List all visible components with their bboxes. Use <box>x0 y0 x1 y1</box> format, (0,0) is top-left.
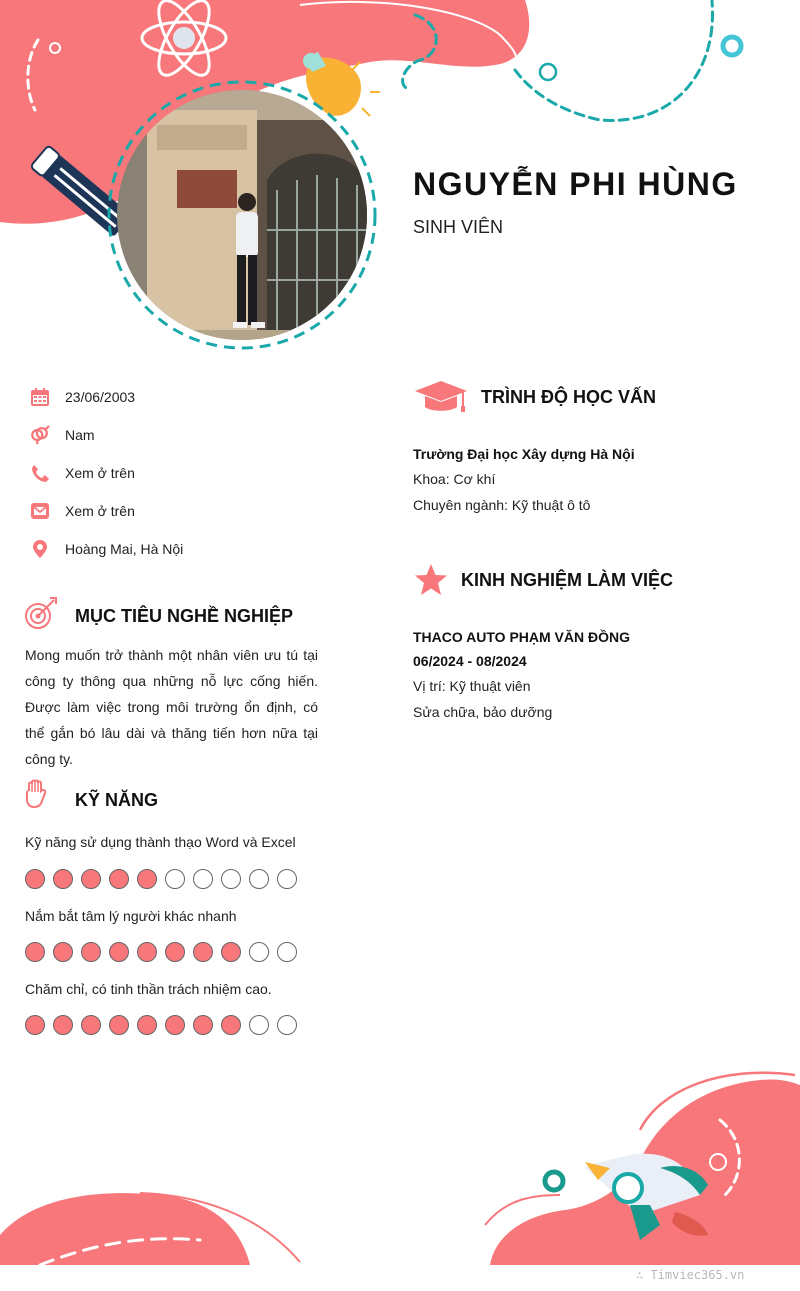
rating-dot-filled <box>193 1015 213 1035</box>
experience-company: THACO AUTO PHẠM VĂN ĐỒNG <box>413 629 630 645</box>
skill-rating <box>25 869 297 889</box>
rating-dot-empty <box>193 869 213 889</box>
experience-role: Vị trí: Kỹ thuật viên <box>413 678 531 694</box>
skill-rating <box>25 1015 297 1035</box>
rating-dot-empty <box>165 869 185 889</box>
rating-dot-empty <box>277 1015 297 1035</box>
experience-header <box>413 562 673 598</box>
rating-dot-empty <box>277 942 297 962</box>
rating-dot-filled <box>193 942 213 962</box>
skills-header <box>24 779 158 811</box>
rating-dot-filled <box>137 869 157 889</box>
email-text: Xem ở trên <box>65 503 135 519</box>
skill-name: Chăm chỉ, có tinh thần trách nhiệm cao. <box>25 981 272 997</box>
candidate-name: NGUYỄN PHI HÙNG <box>413 166 738 202</box>
rating-dot-filled <box>137 942 157 962</box>
contact-phone <box>30 461 135 485</box>
contact-address <box>30 537 184 561</box>
rating-dot-filled <box>81 942 101 962</box>
watermark: ∴ Timviec365.vn <box>636 1268 745 1282</box>
education-title: TRÌNH ĐỘ HỌC VẤN <box>481 386 656 407</box>
experience-title: KINH NGHIỆM LÀM VIỆC <box>461 569 674 590</box>
address-text: Hoàng Mai, Hà Nội <box>65 541 184 557</box>
email-icon <box>30 501 50 521</box>
rating-dot-empty <box>249 1015 269 1035</box>
hand-icon <box>24 779 48 811</box>
contact-email <box>30 499 135 523</box>
rating-dot-filled <box>109 1015 129 1035</box>
rating-dot-filled <box>25 942 45 962</box>
rating-dot-empty <box>249 869 269 889</box>
bottom-left-blob <box>0 1193 250 1265</box>
rating-dot-filled <box>221 1015 241 1035</box>
gender-icon <box>30 425 50 445</box>
education-school: Trường Đại học Xây dựng Hà Nội <box>413 446 635 462</box>
skill-name: Nắm bắt tâm lý người khác nhanh <box>25 908 237 924</box>
education-faculty: Khoa: Cơ khí <box>413 471 496 487</box>
phone-text: Xem ở trên <box>65 465 135 481</box>
education-major: Chuyên ngành: Kỹ thuật ô tô <box>413 497 591 513</box>
rating-dot-filled <box>81 869 101 889</box>
rating-dot-empty <box>249 942 269 962</box>
skill-rating <box>25 942 297 962</box>
contact-birthday <box>30 385 136 409</box>
rating-dot-filled <box>109 869 129 889</box>
rating-dot-filled <box>53 1015 73 1035</box>
objective-text <box>25 642 318 772</box>
objective-paragraph: Mong muốn trở thành một nhân viên ưu tú tại công ty thông qua những nỗ lực cống hiến. Được làm việc trong môi trường ổn định, có thể gắn bó lâu dài và thăng tiến hơn nữa tại công ty. <box>25 647 318 767</box>
rating-dot-filled <box>137 1015 157 1035</box>
rating-dot-empty <box>277 869 297 889</box>
location-icon <box>30 539 50 559</box>
rating-dot-filled <box>221 942 241 962</box>
rating-dot-filled <box>81 1015 101 1035</box>
contact-gender <box>30 423 95 447</box>
calendar-icon <box>30 387 50 407</box>
gender-text: Nam <box>65 427 95 443</box>
profile-photo <box>117 90 367 340</box>
candidate-position: SINH VIÊN <box>413 217 504 237</box>
experience-description: Sửa chữa, bảo dưỡng <box>413 704 553 720</box>
objective-header <box>24 596 293 630</box>
target-icon <box>24 596 58 630</box>
rating-dot-empty <box>221 869 241 889</box>
skills-title: KỸ NĂNG <box>75 789 159 810</box>
phone-icon <box>30 463 50 483</box>
objective-title: MỤC TIÊU NGHỀ NGHIỆP <box>75 605 294 626</box>
birthday-text: 23/06/2003 <box>65 389 136 405</box>
experience-period: 06/2024 - 08/2024 <box>413 653 527 669</box>
rating-dot-filled <box>109 942 129 962</box>
graduation-cap-icon <box>413 379 469 415</box>
star-icon <box>413 562 449 598</box>
rating-dot-filled <box>25 1015 45 1035</box>
rating-dot-filled <box>53 942 73 962</box>
rating-dot-filled <box>53 869 73 889</box>
education-header <box>413 379 656 415</box>
skill-name: Kỹ năng sử dụng thành thạo Word và Excel <box>25 834 296 850</box>
rating-dot-filled <box>165 1015 185 1035</box>
rating-dot-filled <box>165 942 185 962</box>
rating-dot-filled <box>25 869 45 889</box>
